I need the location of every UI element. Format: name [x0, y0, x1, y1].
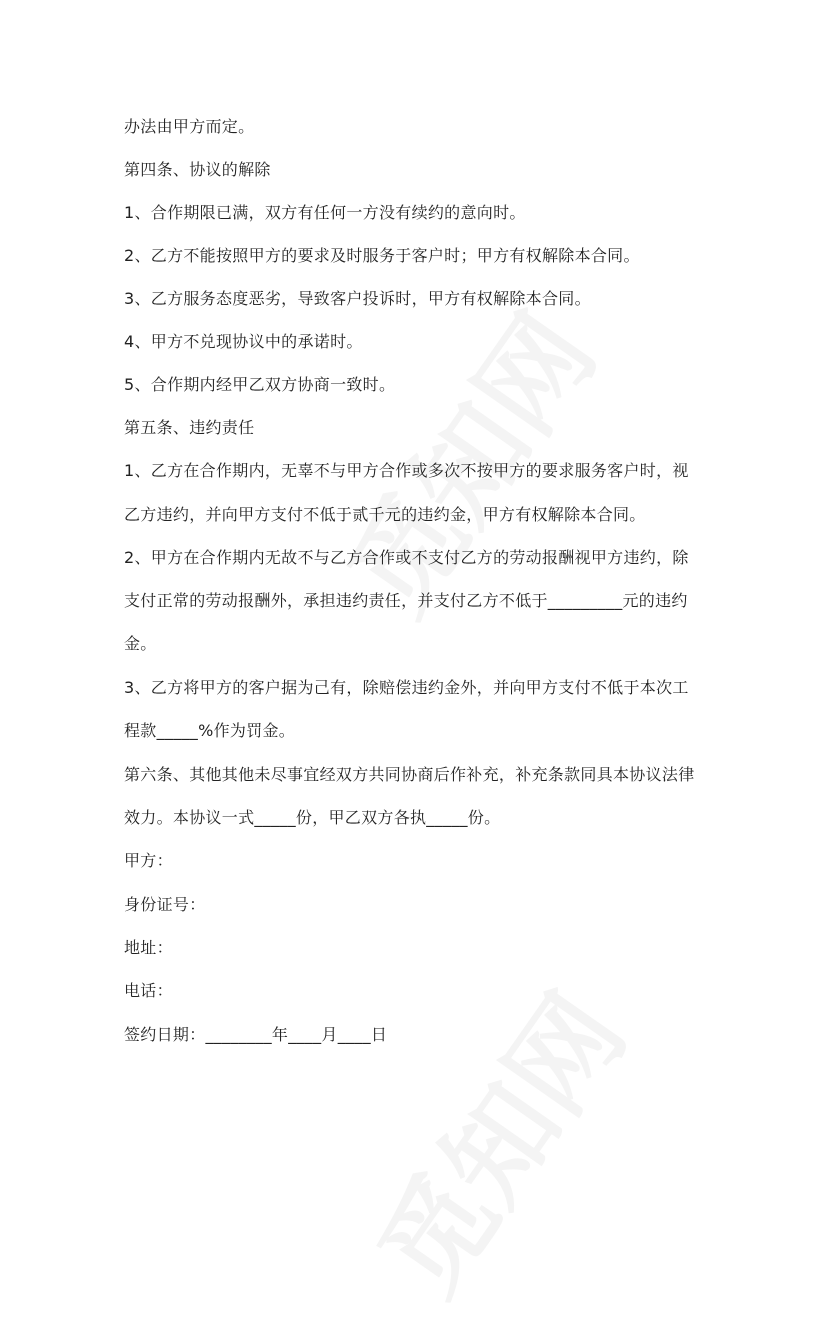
document-line: 甲方：	[124, 851, 173, 870]
document-line: 效力。本协议一式_____份，甲乙双方各执_____份。	[124, 808, 501, 827]
document-line: 签约日期：________年____月____日	[124, 1025, 388, 1044]
document-line: 电话：	[124, 981, 173, 1000]
document-line: 3、乙方服务态度恶劣，导致客户投诉时，甲方有权解除本合同。	[124, 289, 591, 308]
document-line: 2、甲方在合作期内无故不与乙方合作或不支付乙方的劳动报酬视甲方违约，除	[124, 548, 689, 567]
watermark	[336, 959, 655, 1319]
document-line: 2、乙方不能按照甲方的要求及时服务于客户时；甲方有权解除本合同。	[124, 246, 640, 265]
document-line: 1、合作期限已满，双方有任何一方没有续约的意向时。	[124, 203, 526, 222]
document-line: 乙方违约，并向甲方支付不低于贰千元的违约金，甲方有权解除本合同。	[124, 505, 646, 524]
document-line: 第五条、违约责任	[124, 418, 255, 437]
document-line: 身份证号：	[124, 895, 206, 914]
document-line: 金。	[124, 634, 157, 653]
document-line: 程款_____%作为罚金。	[124, 721, 296, 740]
document-line: 3、乙方将甲方的客户据为己有，除赔偿违约金外，并向甲方支付不低于本次工	[124, 678, 689, 697]
document-line: 1、乙方在合作期内，无辜不与甲方合作或多次不按甲方的要求服务客户时，视	[124, 461, 689, 480]
document-line: 5、合作期内经甲乙双方协商一致时。	[124, 375, 396, 394]
document-line: 第六条、其他其他未尽事宜经双方共同协商后作补充，补充条款同具本协议法律	[124, 765, 695, 784]
document-line: 4、甲方不兑现协议中的承诺时。	[124, 332, 363, 351]
document-line: 地址：	[124, 938, 173, 957]
document-line: 第四条、协议的解除	[124, 160, 271, 179]
document-line: 支付正常的劳动报酬外，承担违约责任，并支付乙方不低于_________元的违约	[124, 591, 688, 610]
document-line: 办法由甲方而定。	[124, 117, 255, 136]
